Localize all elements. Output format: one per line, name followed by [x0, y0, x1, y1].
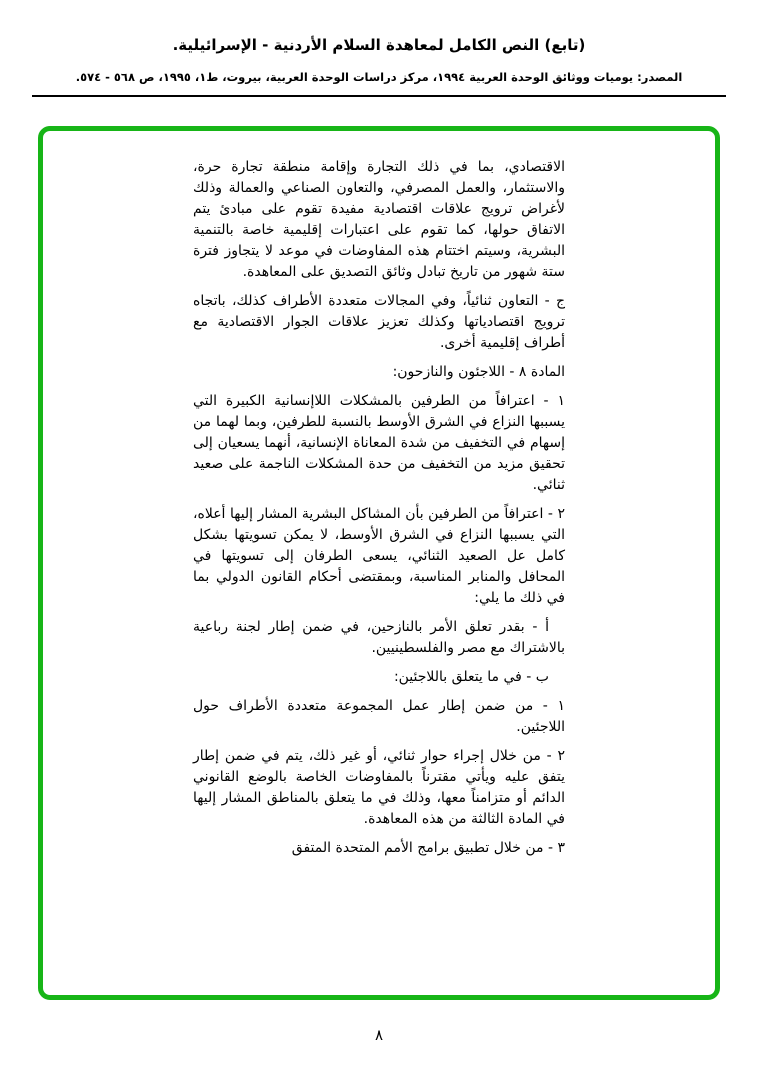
content-frame: [38, 126, 720, 1000]
paragraph: ٣ - من خلال تطبيق برامج الأمم المتحدة المتفق: [291, 840, 565, 856]
paragraph: ٢ - اعترافاً من الطرفين بأن المشاكل البشرية المشار إليها أعلاه، التي يسببها النزاع في الشرق الأوسط، لا يمكن تسويتها بشكل كامل عل الصعيد الثنائي، يسعى الطرفان إلى تسويتها في المحافل والمنابر المناسبة، وبمقتضى أحكام القانون الدولي بما في ذلك ما يلي:: [193, 506, 565, 606]
header-divider: [32, 95, 726, 97]
article-text: [193, 157, 565, 859]
paragraph: ١ - اعترافاً من الطرفين بالمشكلات اللاإنسانية الكبيرة التي يسببها النزاع في الشرق الأوسط بالنسبة للطرفين، وبما لهما من إسهام في التخفيف من شدة المعاناة الإنسانية، أنهما يسعيان إلى تحقيق مزيد من التخفيف من حدة المشكلات الناجمة على صعيد ثنائي.: [193, 393, 565, 493]
paragraph: ٢ - من خلال إجراء حوار ثنائي، أو غير ذلك، يتم في ضمن إطار يتفق عليه ويأتي مقترناً بالمفاوضات الخاصة بالوضع القانوني الدائم أو متزامناً معها، وذلك في ما يتعلق بالمناطق المشار إليها في المادة الثالثة من هذه المعاهدة.: [193, 748, 565, 827]
paragraph: ١ - من ضمن إطار عمل المجموعة متعددة الأطراف حول اللاجئين.: [193, 698, 565, 735]
paragraph: الاقتصادي، بما في ذلك التجارة وإقامة منطقة تجارة حرة، والاستثمار، والعمل المصرفي، والتعاون الصناعي والعمالة وذلك لأغراض ترويج علاقات اقتصادية مفيدة تقوم على مبادئ يتم الاتفاق حولها، كما تقوم على اعتبارات إقليمية خاصة بالتنمية البشرية، وسيتم اختتام هذه المفاوضات في موعد لا يتجاوز فترة ستة شهور من تاريخ تبادل وثائق التصديق على المعاهدة.: [193, 159, 565, 280]
article-heading: المادة ٨ - اللاجئون والنازحون:: [392, 364, 565, 380]
sub-item: أ - بقدر تعلق الأمر بالنازحين، في ضمن إطار لجنة رباعية بالاشتراك مع مصر والفلسطينيين.: [193, 619, 565, 656]
page-title: (تابع) النص الكامل لمعاهدة السلام الأردنية - الإسرائيلية.: [172, 36, 586, 54]
source-line: المصدر: يوميات ووثائق الوحدة العربية ١٩٩٤، مركز دراسات الوحدة العربية، بيروت، ط١، ١٩٩٥، ص ٥٦٨ - ٥٧٤.: [75, 70, 683, 84]
paragraph: ج - التعاون ثنائياً، وفي المجالات متعددة الأطراف كذلك، باتجاه ترويج اقتصادياتها وكذلك تعزيز علاقات الجوار الاقتصادية مع أطراف إقليمية أخرى.: [193, 293, 565, 351]
page-number: ٨: [374, 1026, 384, 1044]
sub-item: ب - في ما يتعلق باللاجئين:: [393, 669, 549, 685]
